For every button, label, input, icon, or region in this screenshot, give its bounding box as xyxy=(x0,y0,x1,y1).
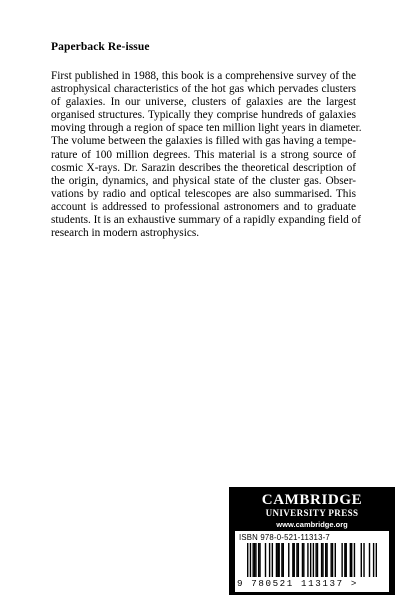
barcode-bar xyxy=(322,543,323,577)
publisher-subtitle: UNIVERSITY PRESS xyxy=(265,508,359,518)
publisher-url: www.cambridge.org xyxy=(276,520,348,529)
barcode-bar xyxy=(332,543,333,577)
blurb-line: moving through a region of space ten million light years in diameter. xyxy=(51,122,362,135)
barcode-bar xyxy=(276,543,277,577)
barcode-bar xyxy=(330,543,331,577)
barcode-bar xyxy=(354,543,355,577)
isbn-label: ISBN 978-0-521-11313-7 xyxy=(239,533,330,542)
barcode-bar xyxy=(298,543,299,577)
barcode-bar xyxy=(321,543,322,577)
publisher-block xyxy=(229,487,395,595)
publisher-name: CAMBRIDGE xyxy=(261,492,363,508)
barcode-bar xyxy=(283,543,284,577)
barcode-bar xyxy=(326,543,327,577)
barcode-bar xyxy=(369,543,370,577)
barcode-bar xyxy=(376,543,377,577)
barcode-digits: 9 780521 113137 > xyxy=(237,578,358,589)
barcode-image xyxy=(247,543,377,577)
barcode-bar xyxy=(265,543,266,577)
barcode-bar xyxy=(344,543,345,577)
barcode-bar xyxy=(250,543,251,577)
barcode-panel xyxy=(235,531,389,592)
barcode-bar xyxy=(310,543,311,577)
barcode-bar xyxy=(315,543,316,577)
barcode-bar xyxy=(277,543,278,577)
barcode-bar xyxy=(335,543,336,577)
blurb-line: The volume between the galaxies is filled with gas having a tempe- xyxy=(51,135,356,148)
blurb-line: the origin, dynamics, and physical state of the cluster gas. Obser- xyxy=(51,174,356,187)
barcode-bar xyxy=(303,543,304,577)
barcode-bar xyxy=(269,543,270,577)
barcode-bar xyxy=(373,543,374,577)
barcode-bar xyxy=(288,543,289,577)
barcode-bar xyxy=(307,543,308,577)
barcode-bar xyxy=(325,543,326,577)
barcode-bar xyxy=(272,543,273,577)
blurb-line: account is addressed to professional astronomers and to graduate xyxy=(51,200,356,213)
blurb-line: First published in 1988, this book is a comprehensive survey of the xyxy=(51,70,356,82)
blurb-line: research in modern astrophysics. xyxy=(51,227,200,240)
blurb-paragraph xyxy=(51,70,362,240)
blurb-line: of galaxies. In our universe, clusters of galaxies are the largest xyxy=(51,96,356,109)
barcode-bar xyxy=(313,543,314,577)
barcode-bar xyxy=(259,543,260,577)
barcode-bar xyxy=(281,543,282,577)
barcode-bar xyxy=(351,543,352,577)
blurb-line: cosmic X-rays. Dr. Sarazin describes the theoretical description of xyxy=(51,161,356,174)
barcode-bar xyxy=(247,543,248,577)
barcode-bar xyxy=(278,543,279,577)
barcode-bar xyxy=(254,543,255,577)
barcode-bar xyxy=(255,543,256,577)
barcode-bar xyxy=(317,543,318,577)
barcode-bar xyxy=(346,543,347,577)
blurb-line: organised structures. Typically they comprise hundreds of galaxies xyxy=(51,109,356,122)
barcode-bar xyxy=(292,543,293,577)
reissue-heading: Paperback Re-issue xyxy=(51,41,150,53)
blurb-line: students. It is an exhaustive summary of a rapidly expanding field of xyxy=(51,214,361,227)
barcode-bar xyxy=(363,543,364,577)
barcode-bar xyxy=(252,543,253,577)
barcode-bar xyxy=(350,543,351,577)
blurb-line: vations by radio and optical telescopes are also summarised. This xyxy=(51,187,356,200)
barcode-bar xyxy=(294,543,295,577)
blurb-line: astrophysical characteristics of the hot gas which pervades clusters xyxy=(51,83,356,96)
blurb-line: rature of 100 million degrees. This material is a strong source of xyxy=(51,148,356,161)
barcode-bar xyxy=(361,543,362,577)
barcode-bar xyxy=(302,543,303,577)
barcode-bar xyxy=(341,543,342,577)
barcode-bar xyxy=(258,543,259,577)
barcode-bar xyxy=(296,543,297,577)
